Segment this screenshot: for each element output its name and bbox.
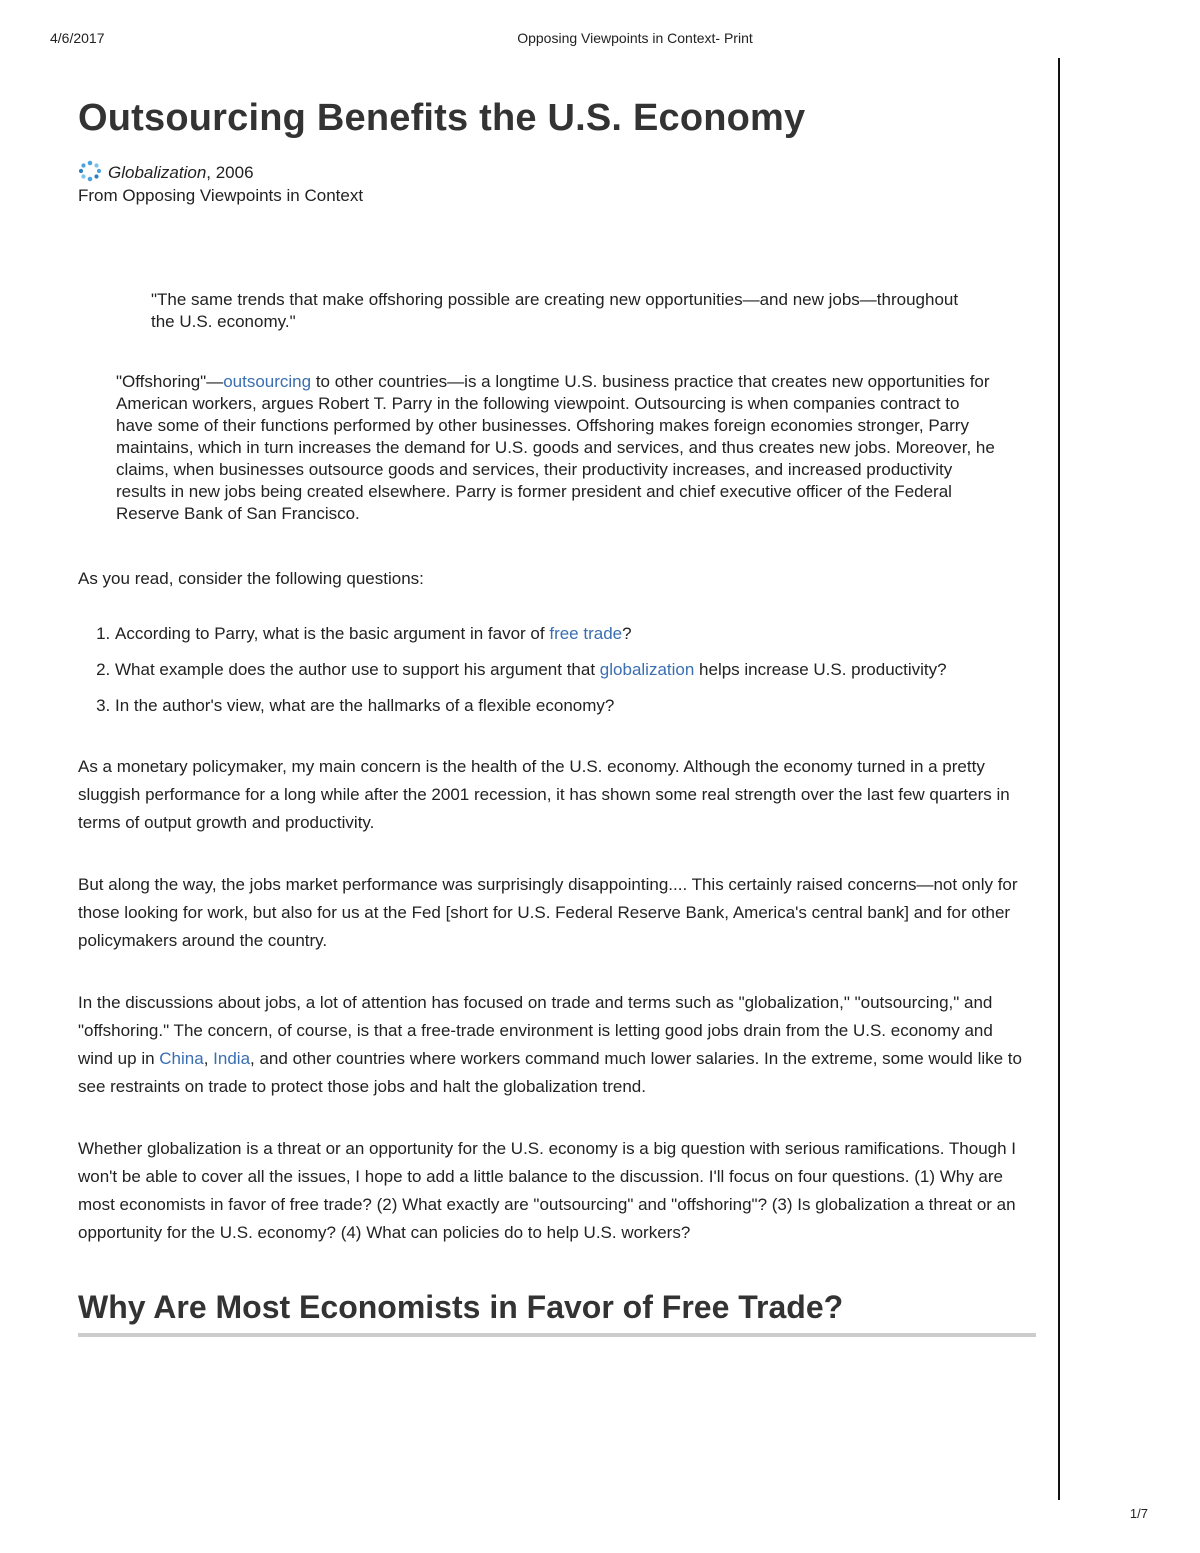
- viewpoint-summary: [116, 371, 996, 525]
- china-link[interactable]: China: [159, 1049, 204, 1068]
- source-block: [78, 160, 1038, 207]
- right-margin-rule: [1058, 58, 1060, 1500]
- body-paragraph: Whether globalization is a threat or an opportunity for the U.S. economy is a big question with serious ramifications. Though I won't be able to cover all the issues, I hope to add a little balance to the discussion. I'll focus on four questions. (1) Why are most economists in favor of free trade? (2) What exactly are "outsourcing" and "offshoring"? (3) Is globalization a threat or an opportunity for the U.S. economy? (4) What can policies do to help U.S. workers?: [78, 1139, 1017, 1242]
- pull-quote: "The same trends that make offshoring possible are creating new opportunities—and new jobs—throughout the U.S. economy.": [151, 290, 959, 331]
- summary-text-rest: to other countries—is a longtime U.S. business practice that creates new opportunities for American workers, argues Robert T. Parry in the following viewpoint. Outsourcing is when companies contract to have some of their functions performed by other businesses. Offshoring makes foreign economies stronger, Parry maintains, which in turn increases the demand for U.S. goods and services, and thus creates new jobs. Moreover, he claims, when businesses outsource goods and services, their productivity increases, and increased productivity results in new jobs being created elsewhere. Parry is former president and chief executive officer of the Federal Reserve Bank of San Francisco.: [116, 372, 995, 523]
- section-heading: Why Are Most Economists in Favor of Free Trade?: [78, 1289, 844, 1325]
- source-line: From Opposing Viewpoints in Context: [78, 186, 364, 205]
- question-item: 2. What example does the author use to support his argument that globalization helps increase U.S. productivity?: [115, 659, 1038, 681]
- publication-year: , 2006: [206, 163, 254, 182]
- free-trade-link[interactable]: free trade: [549, 624, 623, 643]
- page-number: 1/7: [1129, 1506, 1148, 1521]
- print-page-title: Opposing Viewpoints in Context- Print: [517, 30, 753, 46]
- body-paragraph: But along the way, the jobs market performance was surprisingly disappointing.... This certainly raised concerns—not only for those looking for work, but also for us at the Fed [short for U.S. Federal Reserve Bank, America's central bank] and for other policymakers around the country.: [78, 875, 1018, 950]
- questions-intro: As you read, consider the following questions:: [78, 569, 424, 588]
- outsourcing-link[interactable]: outsourcing: [223, 372, 312, 391]
- spinner-dots-icon: [78, 160, 102, 182]
- section-heading-rule: [78, 1333, 1036, 1337]
- print-date: 4/6/2017: [50, 30, 105, 46]
- india-link[interactable]: India: [213, 1049, 251, 1068]
- print-header: [0, 30, 1200, 50]
- question-item: 3. In the author's view, what are the hallmarks of a flexible economy?: [115, 695, 1038, 717]
- questions-list: [78, 623, 1038, 717]
- question-item: 1. According to Parry, what is the basic argument in favor of free trade?: [115, 623, 1038, 645]
- article: [78, 90, 1038, 1337]
- globalization-link[interactable]: globalization: [599, 660, 695, 679]
- summary-text-start: "Offshoring"—: [116, 372, 224, 391]
- publication-name: Globalization: [108, 163, 207, 182]
- article-title: Outsourcing Benefits the U.S. Economy: [78, 97, 806, 139]
- body-paragraph: As a monetary policymaker, my main concern is the health of the U.S. economy. Although the economy turned in a pretty sluggish performance for a long while after the 2001 recession, it has shown some real strength over the last few quarters in terms of output growth and productivity.: [78, 757, 1010, 832]
- body-paragraph: In the discussions about jobs, a lot of attention has focused on trade and terms such as "globalization," "outsourcing," and "offshoring." The concern, of course, is that a free-trade environment is letting good jobs drain from the U.S. economy and wind up in China, India, and other countries where workers command much lower salaries. In the extreme, some would like to see restraints on trade to protect those jobs and halt the globalization trend.: [78, 993, 1022, 1096]
- publication-line: [78, 160, 1038, 184]
